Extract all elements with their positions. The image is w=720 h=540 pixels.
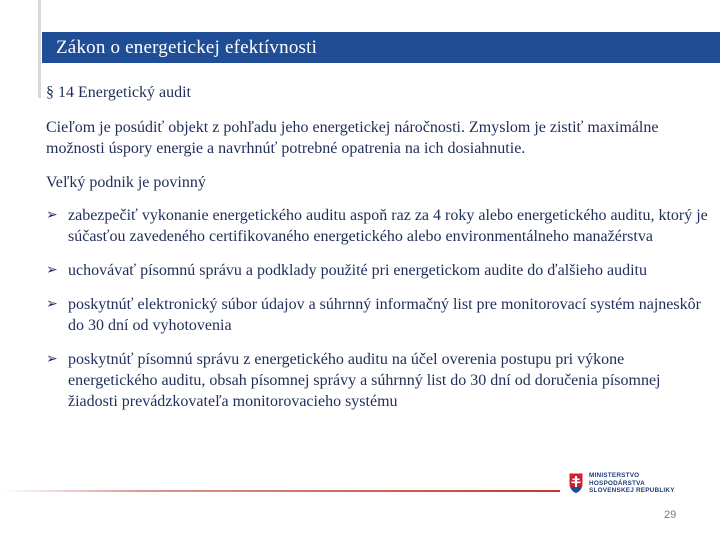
ministry-logo bbox=[568, 472, 675, 495]
arrow-bullet-icon: ➢ bbox=[46, 296, 58, 312]
bullet-text: uchovávať písomnú správu a podklady použité pri energetickom audite do ďalšieho auditu bbox=[68, 262, 647, 279]
list-item bbox=[46, 349, 711, 412]
bullet-text: poskytnúť elektronický súbor údajov a súhrnný informačný list pre monitorovací systém najneskôr do 30 dní od vyhotovenia bbox=[68, 296, 701, 334]
bullet-text: zabezpečiť vykonanie energetického auditu aspoň raz za 4 roky alebo energetického auditu, ktorý je súčasťou zavedeného certifikovaného energetického alebo environmentálneho manažérstva bbox=[68, 207, 708, 245]
list-item bbox=[46, 260, 711, 281]
intro-paragraph: Cieľom je posúdiť objekt z pohľadu jeho energetickej náročnosti. Zmyslom je zistiť maximálne možnosti úspory energie a navrhnúť potrebné opatrenia na ich dosiahnutie. bbox=[46, 119, 659, 157]
left-vertical-rule bbox=[38, 0, 41, 98]
logo-line: MINISTERSTVO bbox=[589, 472, 640, 479]
title-bar bbox=[42, 32, 720, 63]
list-item bbox=[46, 205, 711, 247]
logo-line: HOSPODÁRSTVA bbox=[589, 479, 645, 487]
arrow-bullet-icon: ➢ bbox=[46, 262, 58, 278]
bullet-list bbox=[46, 205, 711, 425]
list-item bbox=[46, 294, 711, 336]
section-heading: § 14 Energetický audit bbox=[46, 84, 191, 101]
logo-line: SLOVENSKEJ REPUBLIKY bbox=[589, 487, 675, 494]
slovak-crest-icon bbox=[568, 472, 584, 494]
logo-text bbox=[589, 472, 675, 495]
slide-title: Zákon o energetickej efektívnosti bbox=[56, 36, 318, 58]
footer-divider bbox=[0, 490, 560, 492]
lead-text: Veľký podnik je povinný bbox=[46, 174, 206, 191]
bullet-text: poskytnúť písomnú správu z energetického auditu na účel overenia postupu pri výkone energetického auditu, obsah písomnej správy a súhrnný list do 30 dní od doručenia písomnej žiadosti prevádzkovateľa monitorovacieho systému bbox=[68, 351, 661, 410]
arrow-bullet-icon: ➢ bbox=[46, 207, 58, 223]
page-number: 29 bbox=[664, 509, 677, 521]
arrow-bullet-icon: ➢ bbox=[46, 351, 58, 367]
